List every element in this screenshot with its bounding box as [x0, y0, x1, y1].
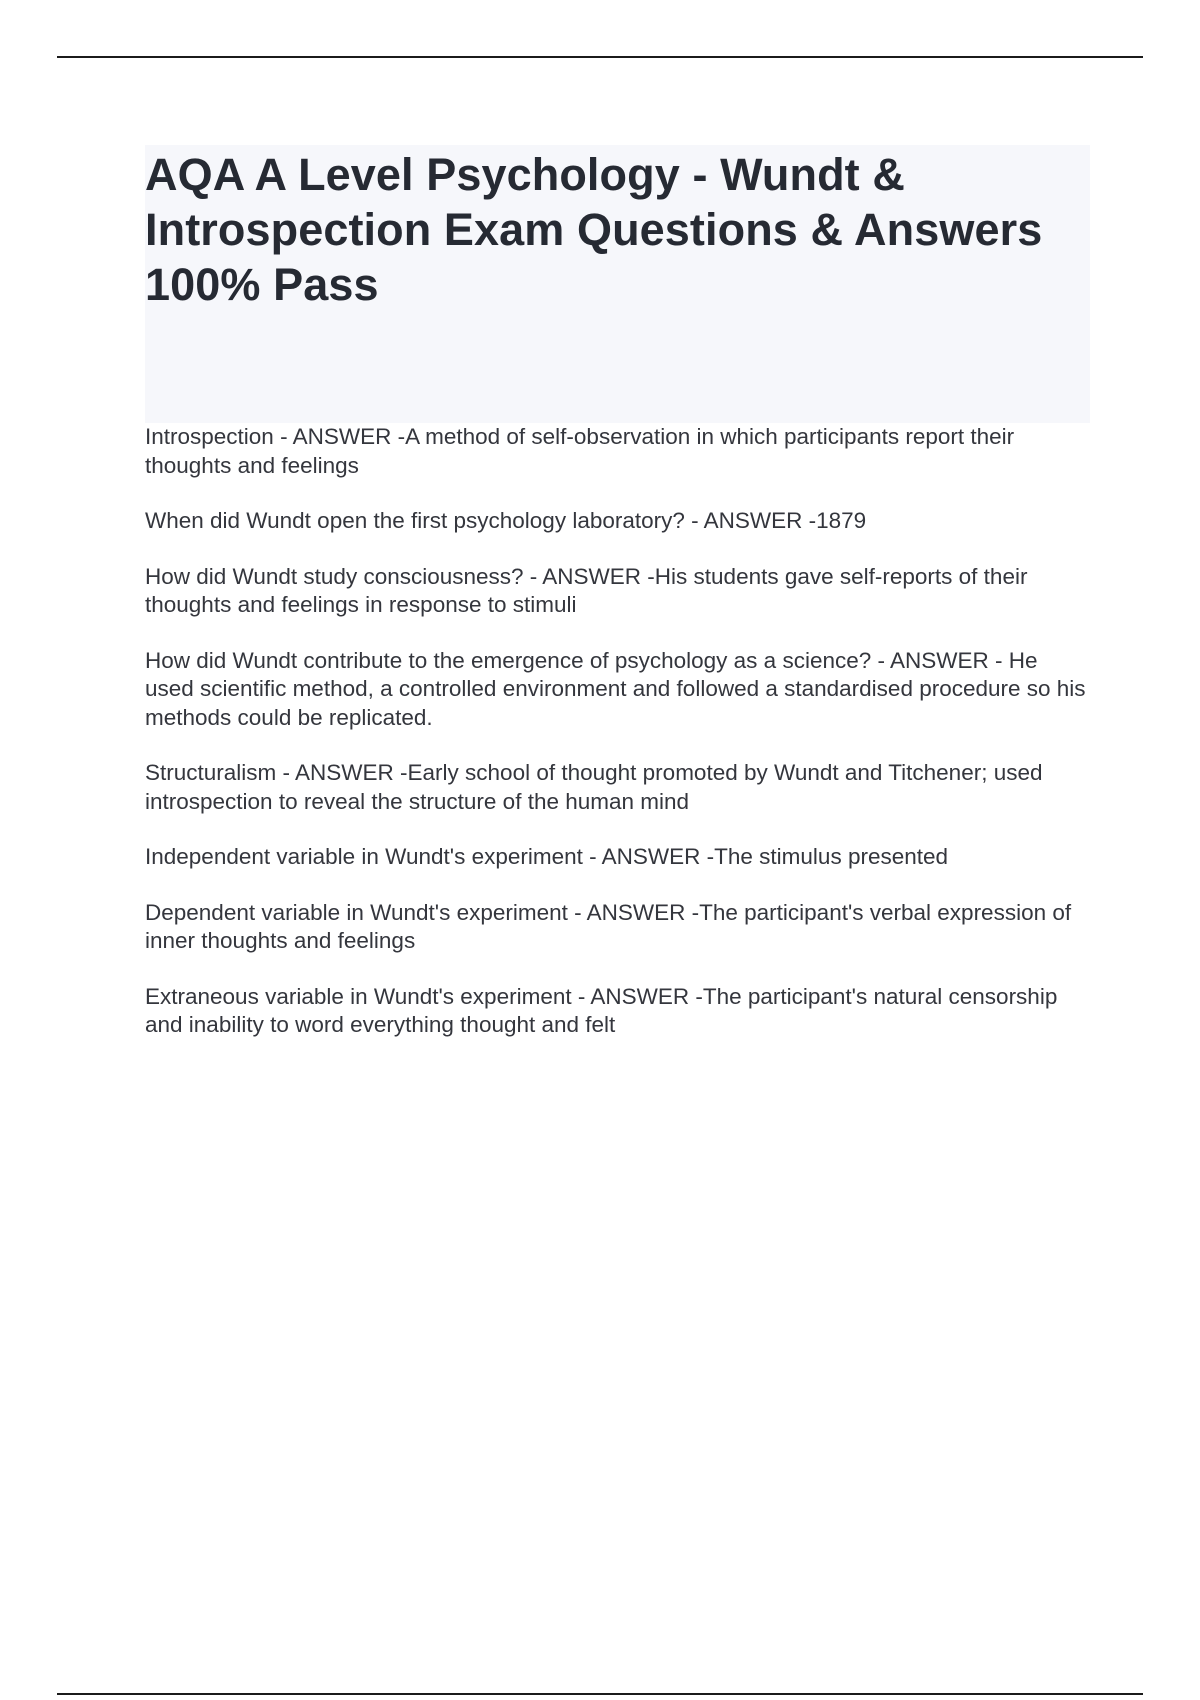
footer-rule	[57, 1693, 1143, 1695]
qa-item-dependent-variable: Dependent variable in Wundt's experiment - ANSWER -The participant's verbal expression of inner thoughts and feelings	[145, 899, 1072, 953]
qa-item-study-consciousness: How did Wundt study consciousness? - ANSWER -His students gave self-reports of their thoughts and feelings in response to stimuli	[145, 563, 1028, 617]
qa-item-extraneous-variable: Extraneous variable in Wundt's experiment - ANSWER -The participant's natural censorship and inability to word everything thought and felt	[145, 983, 1058, 1037]
qa-item-structuralism: Structuralism - ANSWER -Early school of thought promoted by Wundt and Titchener; used introspection to reveal the structure of the human mind	[145, 760, 1043, 814]
qa-item-first-laboratory: When did Wundt open the first psychology laboratory? - ANSWER -1879	[145, 508, 867, 533]
qa-item-psychology-as-science: How did Wundt contribute to the emergence of psychology as a science? - ANSWER - He used scientific method, a controlled environment and followed a standardised procedure so his methods could be replicated.	[145, 647, 1086, 730]
qa-item-introspection: Introspection - ANSWER -A method of self-observation in which participants report their thoughts and feelings	[145, 424, 1015, 478]
document-title: AQA A Level Psychology - Wundt & Introspection Exam Questions & Answers 100% Pass	[145, 149, 1043, 310]
title-banner	[145, 145, 1090, 423]
header-rule	[57, 56, 1143, 58]
qa-list	[145, 423, 1090, 1067]
qa-item-independent-variable: Independent variable in Wundt's experiment - ANSWER -The stimulus presented	[145, 844, 949, 869]
